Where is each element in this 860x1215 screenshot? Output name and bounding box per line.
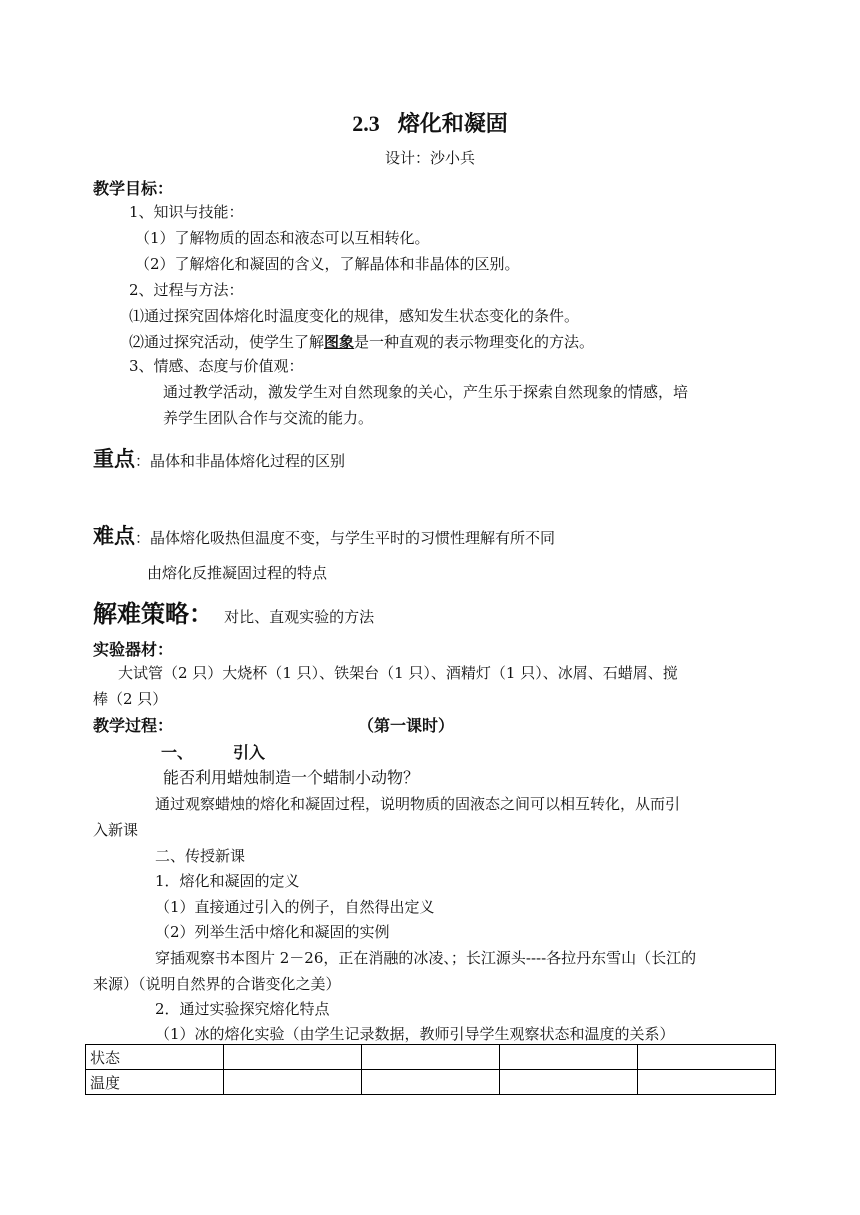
section-1-title: 引入 <box>233 743 266 762</box>
document-title <box>0 107 860 138</box>
table-row <box>86 1070 776 1095</box>
knowledge-item-1: （1）了解物质的固态和液态可以互相转化。 <box>135 229 430 247</box>
point-2a: （1）冰的熔化实验（由学生记录数据，教师引导学生观察状态和温度的关系） <box>155 1025 675 1043</box>
process-method-item-2: ⑵通过探究活动，使学生了解图象是一种直观的表示物理变化的方法。 <box>129 333 595 351</box>
key-point-label: 重点 <box>93 447 135 471</box>
difficult-point-text: ：晶体熔化吸热但温度不变，与学生平时的习惯性理解有所不同 <box>135 529 556 547</box>
equipment-heading: 实验器材： <box>93 640 174 659</box>
point-2: 2．通过实验探究熔化特点 <box>155 1000 330 1018</box>
title-number: 2.3 <box>352 111 380 136</box>
knowledge-label: 1、知识与技能： <box>129 203 244 221</box>
point-1: 1．熔化和凝固的定义 <box>155 872 300 890</box>
table-cell <box>224 1070 362 1095</box>
strategy-text: 对比、直观实验的方法 <box>224 608 375 626</box>
insert-line-2: 来源）（说明自然界的合谐变化之美） <box>93 975 341 993</box>
key-point-text: ：晶体和非晶体熔化过程的区别 <box>135 452 346 470</box>
process-method-label: 2、过程与方法： <box>129 281 244 299</box>
strategy <box>93 594 374 629</box>
table-row-label: 状态 <box>86 1045 224 1070</box>
emotion-line-1: 通过教学活动，激发学生对自然现象的关心，产生乐于探索自然现象的情感，培 <box>163 383 689 401</box>
point-1b: （2）列举生活中熔化和凝固的实例 <box>155 923 390 941</box>
emotion-line-2: 养学生团队合作与交流的能力。 <box>163 409 374 427</box>
key-point <box>93 443 345 473</box>
strategy-label: 解难策略： <box>93 600 213 628</box>
graph-term: 图象 <box>324 333 355 351</box>
table-cell <box>638 1070 776 1095</box>
equipment-line-1: 大试管（2 只）大烧杯（1 只）、铁架台（1 只）、酒精灯（1 只）、冰屑、石蜡屑、搅 <box>118 664 678 682</box>
objectives-heading: 教学目标： <box>93 179 174 198</box>
table-row <box>86 1045 776 1070</box>
table-cell <box>362 1070 500 1095</box>
insert-line-1: 穿插观察书本图片 2－26，正在消融的冰凌、；长江源头----各拉丹东雪山（长江的 <box>155 949 697 967</box>
emotion-label: 3、情感、态度与价值观： <box>129 357 304 375</box>
process-method-item-1: ⑴通过探究固体熔化时温度变化的规律，感知发生状态变化的条件。 <box>129 307 580 325</box>
difficult-point-text-2: 由熔化反推凝固过程的特点 <box>147 564 328 582</box>
knowledge-item-2: （2）了解熔化和凝固的含义，了解晶体和非晶体的区别。 <box>135 255 520 273</box>
table-cell <box>500 1045 638 1070</box>
process-heading: 教学过程： <box>93 716 174 735</box>
intro-line-1: 通过观察蜡烛的熔化和凝固过程，说明物质的固液态之间可以相互转化，从而引 <box>155 795 681 813</box>
session-label: （第一课时） <box>358 716 455 735</box>
difficult-point-label: 难点 <box>93 524 135 548</box>
table-row-label: 温度 <box>86 1070 224 1095</box>
table-cell <box>500 1070 638 1095</box>
equipment-line-2: 棒（2 只） <box>93 690 168 708</box>
section-2-title: 二、传授新课 <box>155 847 246 865</box>
intro-question: 能否利用蜡烛制造一个蜡制小动物？ <box>163 768 420 787</box>
author-line: 设计：沙小兵 <box>384 149 475 167</box>
table-cell <box>638 1045 776 1070</box>
record-table <box>85 1044 776 1095</box>
table-cell <box>224 1045 362 1070</box>
difficult-point <box>93 520 555 550</box>
section-1-number: 一、 <box>161 743 194 762</box>
title-text: 熔化和凝固 <box>397 111 508 137</box>
table-cell <box>362 1045 500 1070</box>
intro-line-2: 入新课 <box>93 821 139 839</box>
point-1a: （1）直接通过引入的例子，自然得出定义 <box>155 898 435 916</box>
